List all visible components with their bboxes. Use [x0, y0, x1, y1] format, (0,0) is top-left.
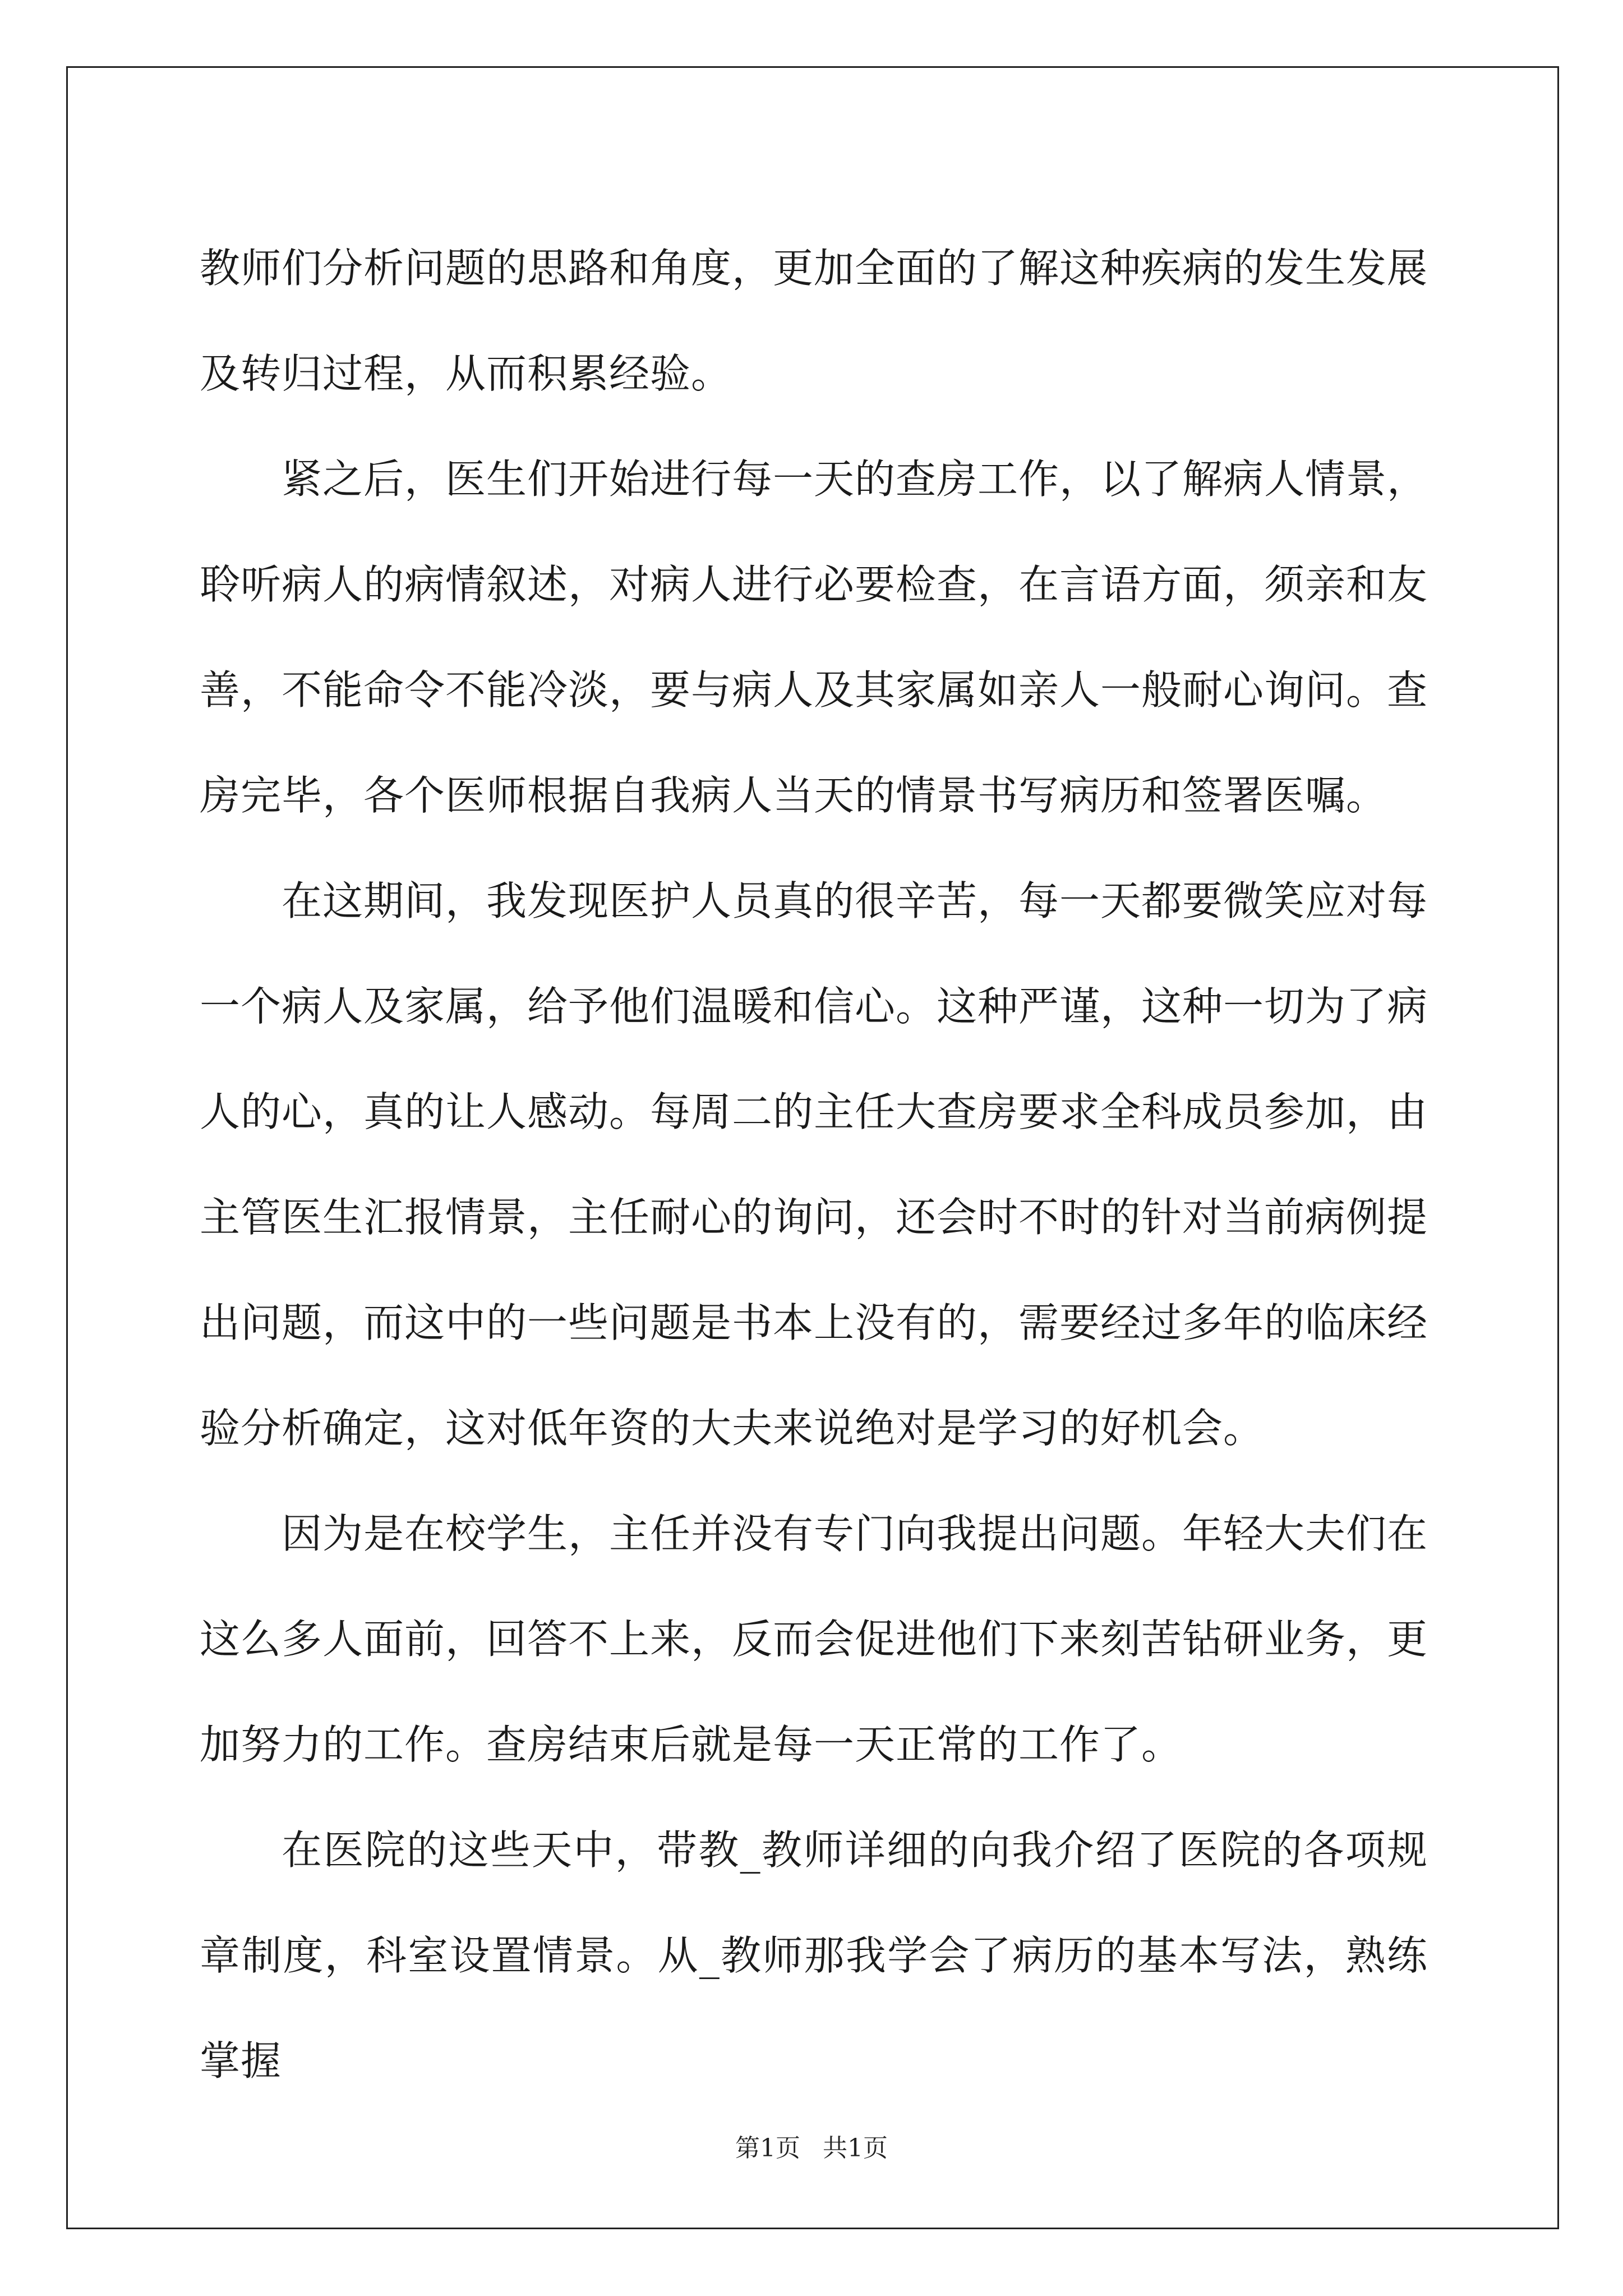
page-number-total: 共1页: [823, 2134, 888, 2162]
paragraph-2: 紧之后，医生们开始进行每一天的查房工作，以了解病人情景，聆听病人的病情叙述，对病人进行必要检查，在言语方面，须亲和友善，不能命令不能冷淡，要与病人及其家属如亲人一般耐心询问。查房完毕，各个医师根据自我病人当天的情景书写病历和签署医嘱。: [200, 455, 1428, 819]
page-footer: [0, 2132, 1623, 2165]
paragraph-4: 因为是在校学生，主任并没有专门向我提出问题。年轻大夫们在这么多人面前，回答不上来，反而会促进他们下来刻苦钻研业务，更加努力的工作。查房结束后就是每一天正常的工作了。: [200, 1510, 1428, 1768]
paragraph-1: 教师们分析问题的思路和角度，更加全面的了解这种疾病的发生发展及转归过程，从而积累经验。: [200, 245, 1428, 397]
document-body: [200, 215, 1428, 2114]
page-number-current: 第1页: [735, 2134, 800, 2162]
paragraph-5: 在医院的这些天中，带教_教师详细的向我介绍了医院的各项规章制度，科室设置情景。从_教师那我学会了病历的基本写法，熟练掌握: [200, 1826, 1428, 2085]
paragraph-3: 在这期间，我发现医护人员真的很辛苦，每一天都要微笑应对每一个病人及家属，给予他们温暖和信心。这种严谨，这种一切为了病人的心，真的让人感动。每周二的主任大查房要求全科成员参加，由主管医生汇报情景，主任耐心的询问，还会时不时的针对当前病例提出问题，而这中的一些问题是书本上没有的，需要经过多年的临床经验分析确定，这对低年资的大夫来说绝对是学习的好机会。: [200, 877, 1428, 1452]
